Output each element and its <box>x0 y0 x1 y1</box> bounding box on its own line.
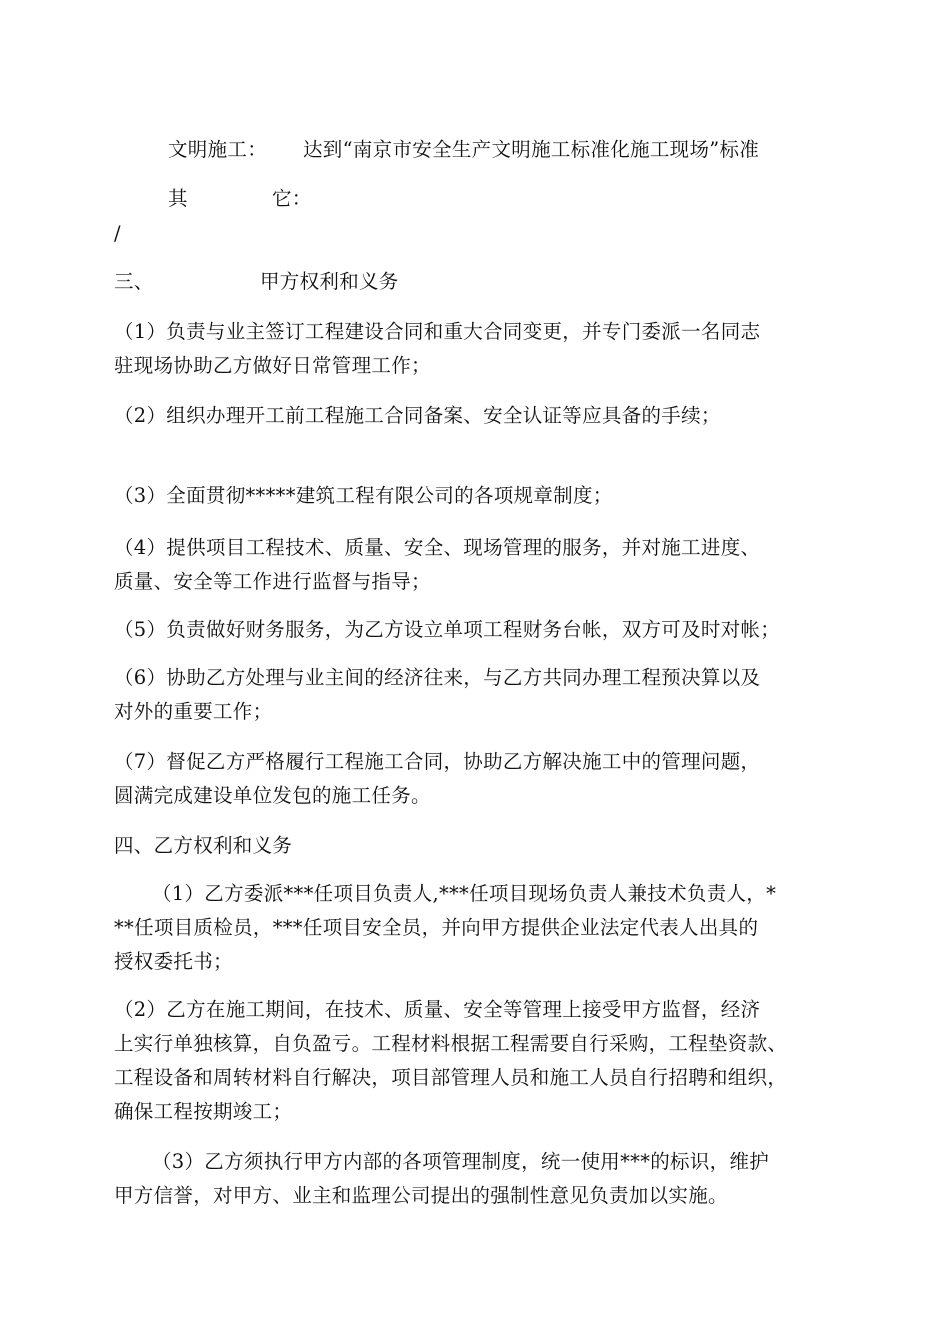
s4-item-1-line-1: （1）乙方委派***任项目负责人,***任项目现场负责人兼技术负责人，* <box>152 882 777 905</box>
civil-construction-value: 达到“南京市安全生产文明施工标准化施工现场”标准 <box>303 138 760 161</box>
civil-construction-label: 文明施工： <box>168 138 268 161</box>
s3-item-2: （2）组织办理开工前工程施工合同备案、安全认证等应具备的手续； <box>114 404 721 427</box>
s3-item-3: （3）全面贯彻*****建筑工程有限公司的各项规章制度； <box>114 484 613 507</box>
s3-item-4-line-1: （4）提供项目工程技术、质量、安全、现场管理的服务，并对施工进度、 <box>114 536 761 559</box>
s3-item-6-line-1: （6）协助乙方处理与业主间的经济往来，与乙方共同办理工程预决算以及 <box>114 666 761 689</box>
s4-item-3-line-2: 甲方信誉，对甲方、业主和监理公司提出的强制性意见负责加以实施。 <box>114 1184 728 1207</box>
s4-item-1-line-3: 授权委托书； <box>114 950 233 973</box>
s3-item-4-line-2: 质量、安全等工作进行监督与指导； <box>114 570 431 593</box>
s3-item-7-line-1: （7）督促乙方严格履行工程施工合同，协助乙方解决施工中的管理问题， <box>114 750 761 773</box>
s4-item-1-line-2: **任项目质检员，***任项目安全员，并向甲方提供企业法定代表人出具的 <box>114 916 759 939</box>
section-4-title: 四、乙方权利和义务 <box>114 834 293 857</box>
other-label-part1: 其 <box>168 187 188 210</box>
s4-item-2-line-2: 上实行单独核算，自负盈亏。工程材料根据工程需要自行采购，工程垫资款、 <box>114 1032 788 1055</box>
s3-item-1-line-1: （1）负责与业主签订工程建设合同和重大合同变更，并专门委派一名同志 <box>114 320 761 343</box>
section-3-title: 甲方权利和义务 <box>260 270 399 293</box>
s4-item-2-line-4: 确保工程按期竣工； <box>114 1100 293 1123</box>
s3-item-6-line-2: 对外的重要工作； <box>114 700 273 723</box>
s3-item-7-line-2: 圆满完成建设单位发包的施工任务。 <box>114 784 431 807</box>
other-label-part2: 它： <box>272 187 312 210</box>
s3-item-1-line-2: 驻现场协助乙方做好日常管理工作； <box>114 354 431 377</box>
s3-item-5: （5）负责做好财务服务，为乙方设立单项工程财务台帐，双方可及时对帐； <box>114 618 781 641</box>
s4-item-2-line-3: 工程设备和周转材料自行解决，项目部管理人员和施工人员自行招聘和组织， <box>114 1066 788 1089</box>
s4-item-3-line-1: （3）乙方须执行甲方内部的各项管理制度，统一使用***的标识，维护 <box>152 1150 770 1173</box>
section-3-number: 三、 <box>114 270 154 293</box>
s4-item-2-line-1: （2）乙方在施工期间，在技术、质量、安全等管理上接受甲方监督，经济 <box>114 998 761 1021</box>
other-value: / <box>114 222 121 245</box>
